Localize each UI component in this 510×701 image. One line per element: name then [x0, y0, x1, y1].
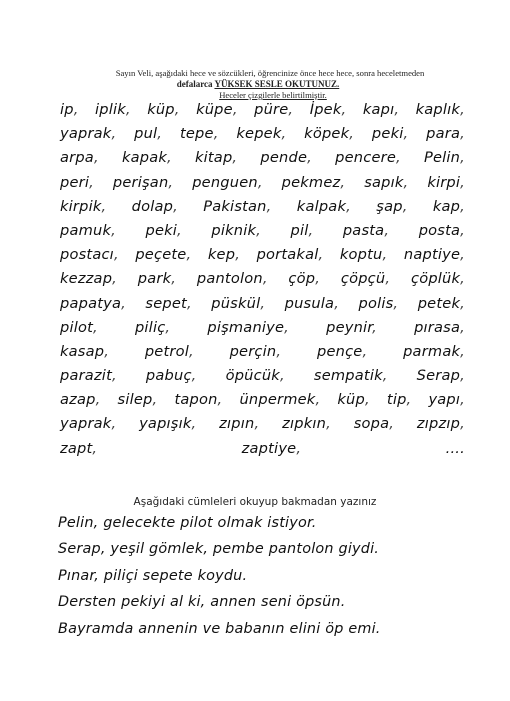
word: yaprak,: [60, 125, 117, 143]
word-line: [60, 340, 465, 364]
word: kitap,: [194, 149, 238, 167]
word: zapt,: [60, 439, 98, 457]
word: posta,: [418, 221, 465, 239]
header-line-3: Heceler çizgilerle belirtilmiştir.: [219, 90, 327, 100]
word: kap,: [432, 197, 465, 215]
word-line: [60, 267, 465, 291]
sentence-line: Pelin, gelecekte pilot olmak istiyor.: [58, 515, 317, 531]
word: pırasa,: [414, 318, 465, 336]
word: Pelin,: [423, 149, 465, 167]
word: parmak,: [403, 342, 465, 360]
word: çöp,: [288, 270, 321, 288]
word: perişan,: [112, 173, 174, 191]
word: peynir,: [326, 318, 377, 336]
header-emphasis: YÜKSEK SESLE OKUTUNUZ.: [214, 79, 340, 89]
word: çöplük,: [410, 270, 465, 288]
word: kasap,: [60, 342, 110, 360]
word: sopa,: [353, 415, 395, 433]
word: kalpak,: [296, 197, 351, 215]
sentence-line: Bayramda annenin ve babanın elini öp emi.: [58, 620, 381, 637]
word: pekmez,: [281, 173, 346, 191]
word-line: [60, 412, 465, 436]
word: peçete,: [135, 246, 192, 264]
word: yapışık,: [139, 415, 197, 433]
word: sapık,: [364, 173, 409, 191]
word-line: [60, 316, 465, 340]
header-line-1: Sayın Veli, aşağıdaki hece ve sözcükleri, öğrencinize önce hece hece, sonra heceletmeden: [115, 68, 425, 78]
word: şap,: [376, 197, 408, 215]
word: tapon,: [174, 391, 223, 409]
word: kepek,: [236, 125, 287, 143]
word: küp,: [147, 101, 180, 118]
word: pişmaniye,: [207, 318, 290, 336]
word: peki,: [145, 221, 182, 239]
word-line: [60, 171, 465, 195]
word: portakal,: [256, 246, 324, 264]
sentence-line: Dersten pekiyi al ki, annen seni öpsün.: [58, 594, 346, 611]
word: para,: [426, 125, 465, 143]
word: silep,: [117, 391, 158, 409]
word: azap,: [60, 391, 101, 409]
word: zıpzıp,: [416, 415, 465, 433]
word: kirpik,: [60, 197, 107, 215]
word: kaplık,: [415, 101, 465, 118]
word: öpücük,: [225, 367, 285, 385]
word-line: [60, 219, 465, 243]
word-line: [60, 364, 465, 388]
word: sempatik,: [313, 367, 388, 385]
word-line: [60, 146, 465, 170]
word: parazit,: [60, 367, 117, 385]
word: pende,: [260, 149, 312, 167]
word: koptu,: [339, 246, 388, 264]
word: Pakistan,: [203, 197, 272, 215]
word-line: [60, 388, 465, 412]
word-line: [60, 195, 465, 219]
word: postacı,: [60, 246, 119, 264]
word-line: [60, 98, 465, 122]
word: kapı,: [362, 101, 400, 118]
word: Serap,: [416, 367, 465, 385]
sentence-line: Pınar, piliçi sepete koydu.: [58, 567, 248, 584]
word: ....: [445, 439, 465, 457]
word: zıpın,: [219, 415, 260, 433]
word: penguen,: [192, 173, 263, 191]
word: püskül,: [211, 294, 266, 312]
word: sepet,: [145, 294, 192, 312]
word: pamuk,: [60, 221, 116, 239]
word: çöpçü,: [340, 270, 391, 288]
word: pasta,: [342, 221, 390, 239]
word: papatya,: [60, 294, 126, 312]
header-line-2-prefix: defalarca: [176, 79, 213, 89]
word-list: [60, 98, 465, 461]
word: ünpermek,: [239, 391, 321, 409]
word: kirpi,: [427, 173, 465, 191]
word: pantolon,: [196, 270, 268, 288]
word: köpek,: [304, 125, 355, 143]
word: zıpkın,: [282, 415, 331, 433]
word-line: [60, 122, 465, 146]
word: petek,: [417, 294, 465, 312]
word-line: [60, 292, 465, 316]
word: perçin,: [229, 342, 282, 360]
word-line: [60, 437, 465, 461]
word: polis,: [358, 294, 399, 312]
word: piliç,: [134, 318, 171, 336]
word: yapı,: [428, 391, 465, 409]
word: petrol,: [144, 342, 194, 360]
word: tepe,: [179, 125, 219, 143]
word: peki,: [371, 125, 409, 143]
word: pençe,: [316, 342, 368, 360]
word: tip,: [386, 391, 412, 409]
word: pusula,: [284, 294, 340, 312]
word: kapak,: [121, 149, 172, 167]
word: piknik,: [211, 221, 261, 239]
word: peri,: [60, 173, 94, 191]
word: küp,: [337, 391, 370, 409]
word: ip,: [60, 101, 79, 118]
word: küpe,: [196, 101, 238, 118]
word: naptiye,: [403, 246, 465, 264]
word: dolap,: [131, 197, 178, 215]
sentence-line: Serap, yeşil gömlek, pembe pantolon giydi.: [58, 541, 380, 558]
word: püre,: [254, 101, 294, 118]
word: iplik,: [95, 101, 131, 118]
sentence-instruction: Aşağıdaki cümleleri okuyup bakmadan yazınız: [133, 496, 377, 508]
word: pencere,: [335, 149, 401, 167]
word: kep,: [207, 246, 241, 264]
word: kezzap,: [60, 270, 118, 288]
word-line: [60, 243, 465, 267]
word: yaprak,: [60, 415, 117, 433]
word: İpek,: [309, 101, 347, 118]
word: zaptiye,: [241, 439, 302, 457]
word: pabuç,: [145, 367, 197, 385]
word: pil,: [290, 221, 314, 239]
header-line-2: [0, 79, 510, 90]
word: park,: [137, 270, 177, 288]
word: pul,: [134, 125, 163, 143]
sentence-list: [58, 510, 478, 642]
word: pilot,: [60, 318, 98, 336]
parent-instruction-header: [0, 68, 510, 101]
word: arpa,: [60, 149, 99, 167]
